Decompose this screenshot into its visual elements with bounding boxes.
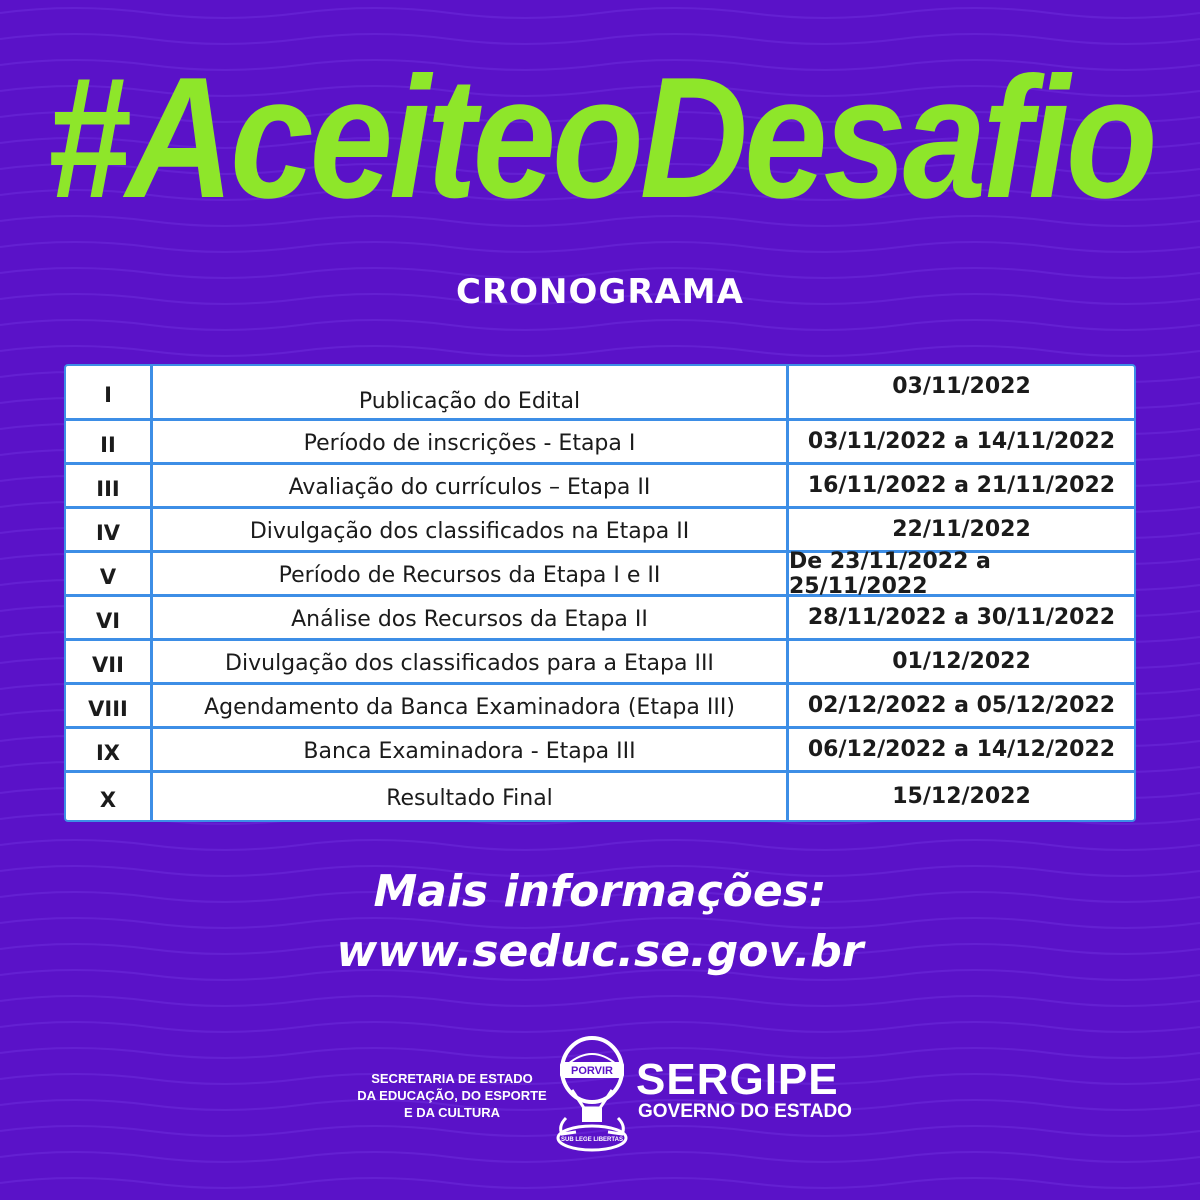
state-name: SERGIPE <box>636 1055 839 1104</box>
state-government-label: GOVERNO DO ESTADO <box>638 1101 852 1122</box>
stage-date: 02/12/2022 a 05/12/2022 <box>807 693 1116 718</box>
table-row <box>66 641 1134 685</box>
stage-number: VI <box>66 597 153 638</box>
website-link[interactable]: www.seduc.se.gov.br <box>336 926 864 977</box>
stage-number: IX <box>66 729 153 770</box>
stage-date: De 23/11/2022 a 25/11/2022 <box>789 548 991 599</box>
stage-date: 16/11/2022 a 21/11/2022 <box>807 473 1116 498</box>
stage-number: X <box>66 773 153 820</box>
table-row <box>66 465 1134 509</box>
state-seal-logo <box>552 1034 632 1154</box>
table-row <box>66 685 1134 729</box>
stage-description: Divulgação dos classificados na Etapa II <box>153 509 789 550</box>
stage-number: IV <box>66 509 153 550</box>
stage-description: Resultado Final <box>153 773 789 820</box>
stage-description: Divulgação dos classificados para a Etapa III <box>153 641 789 682</box>
svg-text:PORVIR: PORVIR <box>571 1065 613 1077</box>
svg-text:SUB LEGE LIBERTAS: SUB LEGE LIBERTAS <box>561 1137 623 1143</box>
stage-description: Agendamento da Banca Examinadora (Etapa III) <box>153 685 789 726</box>
stage-date: 06/12/2022 a 14/12/2022 <box>807 737 1116 762</box>
schedule-table <box>64 364 1136 822</box>
more-info <box>0 862 1200 982</box>
stage-number: VII <box>66 641 153 682</box>
more-info-label: Mais informações: <box>373 866 827 917</box>
stage-description: Período de Recursos da Etapa I e II <box>153 553 789 594</box>
stage-date: 15/12/2022 <box>892 784 1031 809</box>
stage-date: 03/11/2022 <box>892 374 1031 399</box>
secretariat-line: SECRETARIA DE ESTADO <box>371 1071 533 1086</box>
hashtag-headline: #AceiteoDesafio <box>46 40 1154 234</box>
stage-description: Período de inscrições - Etapa I <box>153 421 789 462</box>
stage-date: 28/11/2022 a 30/11/2022 <box>807 605 1116 630</box>
table-row <box>66 421 1134 465</box>
stage-date: 03/11/2022 a 14/11/2022 <box>807 429 1116 454</box>
secretariat-line: DA EDUCAÇÃO, DO ESPORTE <box>357 1088 547 1103</box>
stage-number: I <box>66 366 153 418</box>
secretariat-name <box>350 1070 554 1121</box>
stage-description: Análise dos Recursos da Etapa II <box>153 597 789 638</box>
table-row <box>66 548 1134 599</box>
table-row <box>66 509 1134 553</box>
stage-description: Publicação do Edital <box>153 366 789 418</box>
table-row <box>66 597 1134 641</box>
stage-number: VIII <box>66 685 153 726</box>
stage-description: Banca Examinadora - Etapa III <box>153 729 789 770</box>
schedule-title: CRONOGRAMA <box>456 272 744 312</box>
stage-number: II <box>66 421 153 462</box>
stage-date: 01/12/2022 <box>892 649 1031 674</box>
stage-description: Avaliação do currículos – Etapa II <box>153 465 789 506</box>
stage-date: 22/11/2022 <box>892 517 1031 542</box>
table-row <box>66 366 1134 421</box>
table-row <box>66 773 1134 820</box>
secretariat-line: E DA CULTURA <box>403 1105 501 1120</box>
stage-number: V <box>66 553 153 594</box>
table-row <box>66 729 1134 773</box>
stage-number: III <box>66 465 153 506</box>
